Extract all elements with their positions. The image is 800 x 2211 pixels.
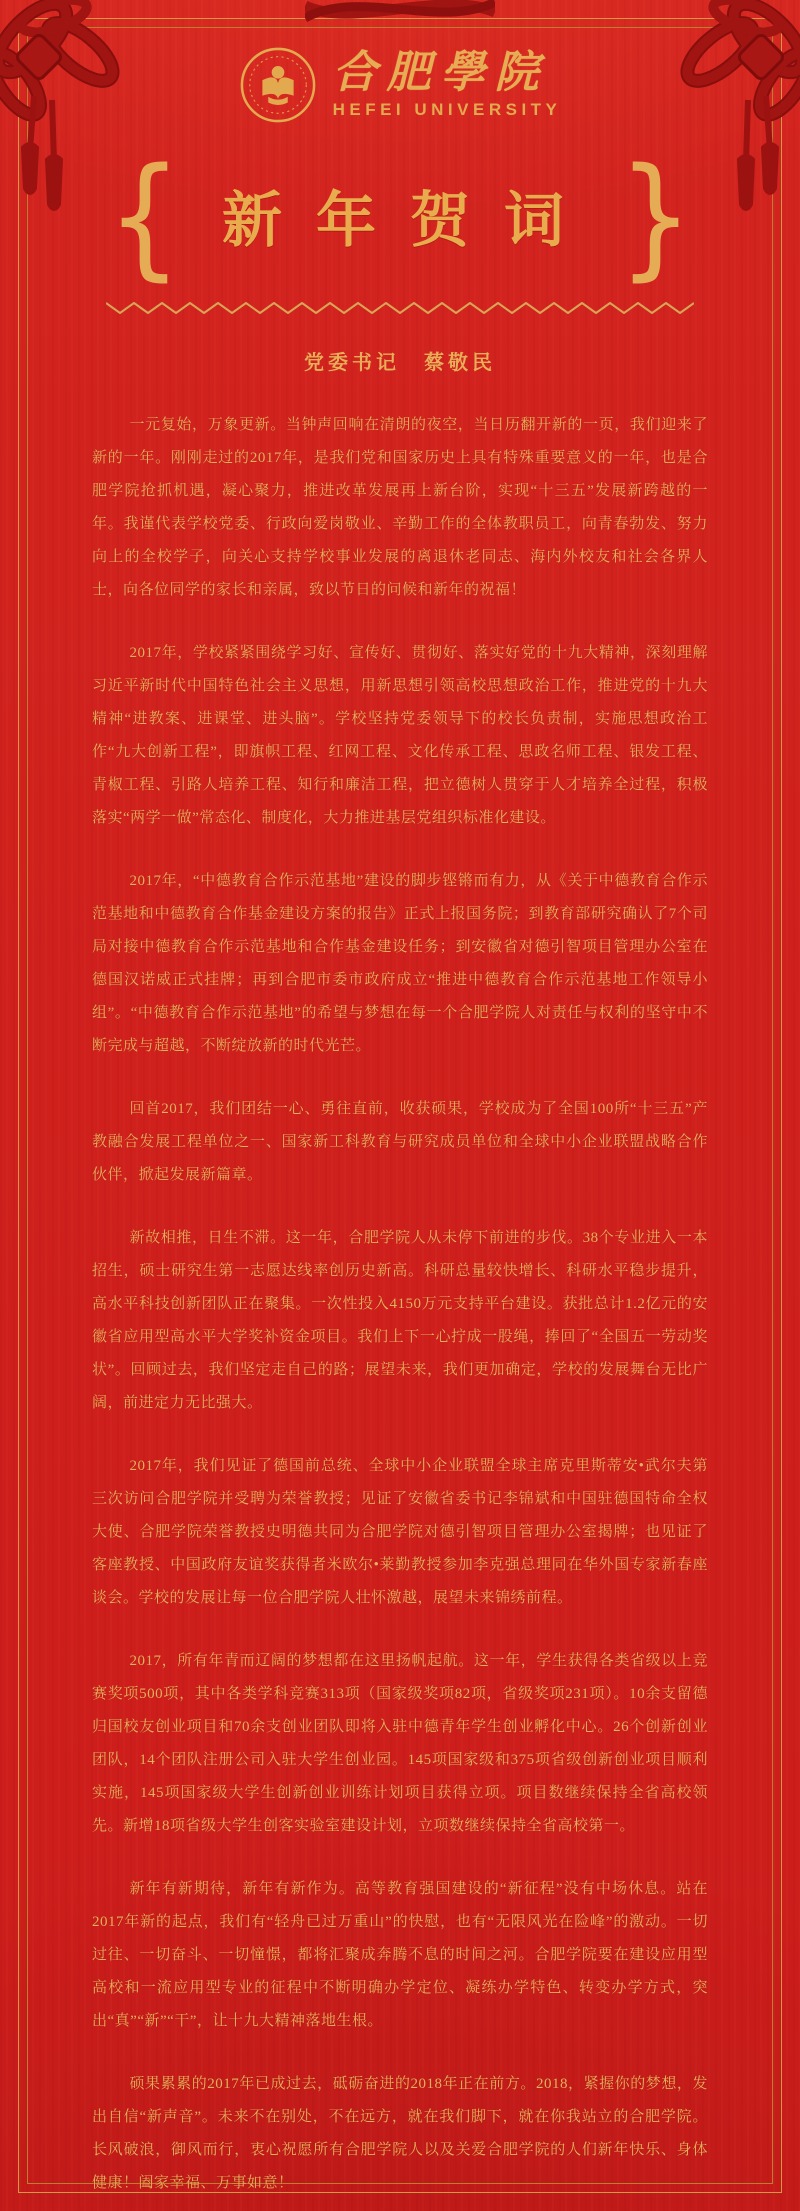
greeting-body [0,375,800,2211]
byline-author: 党委书记 蔡敬民 [304,352,496,374]
paragraph: 新故相推，日生不滞。这一年，合肥学院人从未停下前进的步伐。38个专业进入一本招生，硕士研究生第一志愿达线率创历史新高。科研总量较快增长、科研水平稳步提升，高水平科技创新团队正在聚集。一次性投入4150万元支持平台建设。获批总计1.2亿元的安徽省应用型高水平大学奖补资金项目。我们上下一心拧成一股绳，捧回了“全国五一劳动奖状”。回顾过去，我们坚定走自己的路；展望未来，我们更加确定，学校的发展舞台无比广阔，前进定力无比强大。 [92,1230,708,1411]
title-brace-left: { [106,138,182,294]
paragraph: 一元复始，万象更新。当钟声回响在清朗的夜空，当日历翻开新的一页，我们迎来了新的一年。刚刚走过的2017年，是我们党和国家历史上具有特殊重要意义的一年，也是合肥学院抢抓机遇，凝心聚力，推进改革发展再上新台阶，实现“十三五”发展新跨越的一年。我谨代表学校党委、行政向爱岗敬业、辛勤工作的全体教职员工，向青春勃发、努力向上的全校学子，向关心支持学校事业发展的离退休老同志、海内外校友和社会各界人士，向各位同学的家长和亲属，致以节日的问候和新年的祝福！ [92,417,708,598]
title-brace-right: } [618,138,694,294]
university-header [0,0,800,124]
hefei-university-seal-icon [239,46,317,124]
paragraph: 新年有新期待，新年有新作为。高等教育强国建设的“新征程”没有中场休息。站在2017年新的起点，我们有“轻舟已过万重山”的快慰，也有“无限风光在险峰”的激动。一切过往、一切奋斗、一切憧憬，都将汇聚成奔腾不息的时间之河。合肥学院要在建设应用型高校和一流应用型专业的征程中不断明确办学定位、凝练办学特色、转变办学方式，突出“真”“新”“干”，让十九大精神落地生根。 [92,1881,708,2029]
university-names [332,47,562,120]
university-name-zh: 合肥學院 [332,47,549,97]
zigzag-divider [106,300,694,316]
university-name-en: HEFEI UNIVERSITY [332,100,562,120]
page-title: 新年贺词 [222,188,598,254]
paragraph: 2017，所有年青而辽阔的梦想都在这里扬帆起航。这一年，学生获得各类省级以上竞赛奖项500项，其中各类学科竞赛313项（国家级奖项82项，省级奖项231项）。10余支留德归国校友创业项目和70余支创业团队即将入驻中德青年学生创业孵化中心。26个创新创业团队，14个团队注册公司入驻大学生创业园。145项国家级和375项省级创新创业项目顺利实施，145项国家级大学生创新创业训练计划项目获得立项。项目数继续保持全省高校领先。新增18项省级大学生创客实验室建设计划，立项数继续保持全省高校第一。 [92,1653,708,1834]
paragraph: 2017年，学校紧紧围绕学习好、宣传好、贯彻好、落实好党的十九大精神，深刻理解习近平新时代中国特色社会主义思想，用新思想引领高校思想政治工作，推进党的十九大精神“进教案、进课堂、进头脑”。学校坚持党委领导下的校长负责制，实施思想政治工作“九大创新工程”，即旗帜工程、红网工程、文化传承工程、思政名师工程、银发工程、青椒工程、引路人培养工程、知行和廉洁工程，把立德树人贯穿于人才培养全过程，积极落实“两学一做”常态化、制度化，大力推进基层党组织标准化建设。 [92,645,708,826]
title-block [0,138,800,294]
paragraph: 2017年，“中德教育合作示范基地”建设的脚步铿锵而有力，从《关于中德教育合作示范基地和中德教育合作基金建设方案的报告》正式上报国务院；到教育部研究确认了7个司局对接中德教育合作示范基地和合作基金建设任务；到安徽省对德引智项目管理办公室在德国汉诺威正式挂牌；再到合肥市委市政府成立“推进中德教育合作示范基地工作领导小组”。“中德教育合作示范基地”的希望与梦想在每一个合肥学院人对责任与权利的坚守中不断完成与超越，不断绽放新的时代光芒。 [92,873,708,1054]
paragraph: 硕果累累的2017年已成过去，砥砺奋进的2018年正在前方。2018，紧握你的梦想，发出自信“新声音”。未来不在别处，不在远方，就在我们脚下，就在你我站立的合肥学院。长风破浪，御风而行，衷心祝愿所有合肥学院人以及关爱合肥学院的人们新年快乐、身体健康！阖家幸福、万事如意！ [92,2076,708,2191]
paragraph: 回首2017，我们团结一心、勇往直前，收获硕果，学校成为了全国100所“十三五”产教融合发展工程单位之一、国家新工科教育与研究成员单位和全球中小企业联盟战略合作伙伴，掀起发展新篇章。 [92,1101,708,1183]
paragraph: 2017年，我们见证了德国前总统、全球中小企业联盟全球主席克里斯蒂安•武尔夫第三次访问合肥学院并受聘为荣誉教授；见证了安徽省委书记李锦斌和中国驻德国特命全权大使、合肥学院荣誉教授史明德共同为合肥学院对德引智项目管理办公室揭牌；也见证了客座教授、中国政府友谊奖获得者米欧尔•莱勤教授参加李克强总理同在华外国专家新春座谈会。学校的发展让每一位合肥学院人壮怀激越，展望未来锦绣前程。 [92,1458,708,1606]
